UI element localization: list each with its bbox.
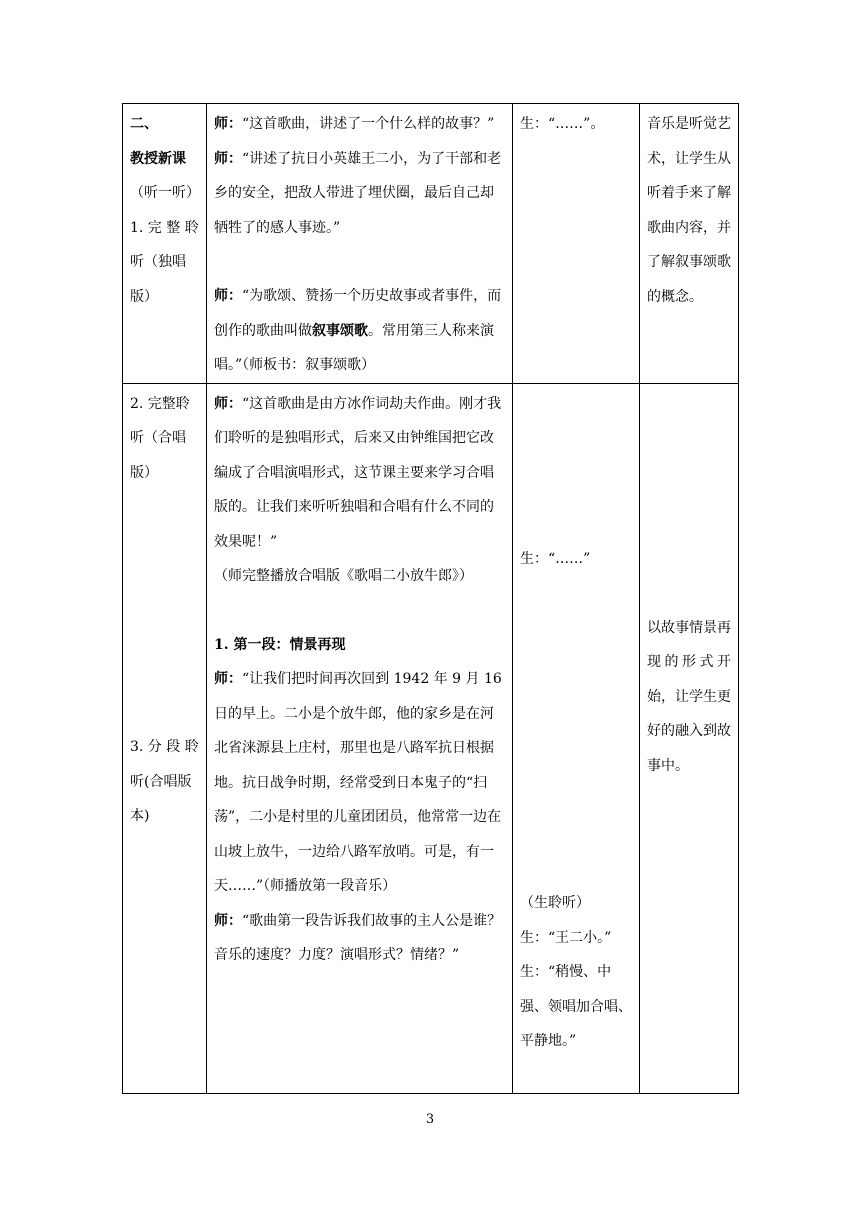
emphasis-term: 叙事颂歌 [312,322,368,339]
teacher-activity-cell [207,104,513,384]
stage-text: 3. 分 段 聆 [130,739,199,755]
intent-text: 音乐是听觉艺术，让学生从听着手来了解歌曲内容，并了解叙事颂歌的概念。 [647,116,731,305]
stage-cell [123,104,207,384]
stage-text: 2. 完整聆 [130,395,190,412]
student-line: 生：“……”。 [520,116,605,132]
stage-text: 版） [130,288,158,305]
student-line: （生聆听） [520,895,590,911]
stage-text: 教授新课 [130,150,186,167]
student-activity-cell [513,104,640,384]
teacher-line [214,387,505,560]
stage-text: 1. 完 整 聆 [130,219,199,236]
design-intent-cell [640,383,739,1093]
intent-text: 以故事情景再现的形式开始，让学生更好的融入到故事中。 [647,619,731,774]
teacher-line [214,904,505,973]
teacher-label: 师： [214,288,242,304]
teacher-label: 师： [214,671,242,687]
section-title: 1. 第一段：情景再现 [214,636,346,653]
student-activity-cell [513,383,640,1093]
teacher-text: “讲述了抗日小英雄王二小，为了干部和老乡的安全，把敌人带进了埋伏圈，最后自己却牺牲了的感人事迹。” [214,150,502,236]
teacher-text: 。常用第三人称来演唱。”（师板书：叙事颂歌） [214,322,494,373]
teacher-line [214,279,505,383]
teacher-line [214,662,505,904]
teacher-text: “这首歌曲是由方冰作词劫夫作曲。刚才我们聆听的是独唱形式，后来又由钟维国把它改编成了合唱演唱形式，这节课主要来学习合唱版的。让我们来听听独唱和合唱有什么不同的效果呢！” [214,395,502,550]
teacher-text: “这首歌曲，讲述了一个什么样的故事？” [242,116,495,132]
teacher-label: 师： [214,912,242,929]
stage-text: 听(合唱版 [130,773,192,790]
teacher-label: 师： [214,116,242,132]
table-row [123,383,739,1093]
table-row [123,104,739,384]
student-line: 生：“稍慢、中强、领唱加合唱、平静地。” [520,964,632,1049]
teacher-text: “为歌颂、赞扬一个历史故事或者事件，而创作的歌曲叫做 [214,288,502,339]
teacher-label: 师： [214,395,242,412]
teacher-activity-cell [207,383,513,1093]
stage-text: 听（合唱 [130,430,186,446]
teacher-note: （师完整播放合唱版《歌唱二小放牛郎》） [214,568,473,584]
teacher-text: “让我们把时间再次回到 1942 年 9 月 16 日的早上。二小是个放牛郎，他的家乡是在河北省涞源县上庄村，那里也是八路军抗日根据地。抗日战争时期，经常受到日本鬼子的“扫荡”，二小是村里的儿童团团员，他常常一边在山坡上放牛，一边给八路军放哨。可是，有一天……”（师播放第一段音乐） [214,671,502,894]
student-line: 生：“……” [520,550,591,567]
teacher-label: 师： [214,150,242,167]
teacher-line [214,142,505,246]
lesson-plan-table [122,103,739,1094]
design-intent-cell [640,104,739,384]
stage-text: （听一听） [130,185,200,201]
stage-text: 本) [130,808,150,824]
teacher-line [214,107,505,142]
stage-text: 听（独唱 [130,254,186,270]
teacher-text: “歌曲第一段告诉我们故事的主人公是谁？音乐的速度？力度？演唱形式？情绪？” [214,912,502,963]
stage-cell [123,383,207,1093]
stage-text: 版） [130,464,158,481]
stage-text: 二、 [130,116,158,132]
page-number: 3 [425,1112,435,1127]
student-line: 生：“王二小。” [520,929,612,946]
